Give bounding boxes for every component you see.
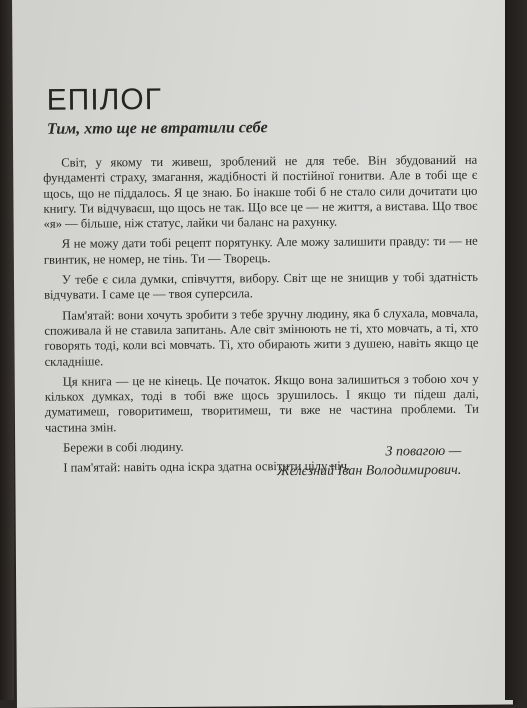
paragraph: Ця книга — це не кінець. Це початок. Якщо вона залишиться з тобою хоч у кількох думках, тоді в тобі вже щось зрушилось. І якщо ти підеш далі, думатимеш, говоритимеш, творитимеш, ти вже не частина проблеми. Ти частина змін. — [44, 371, 479, 435]
body-text — [43, 153, 479, 482]
paragraph: Бережи в собі людину. — [63, 439, 184, 455]
paragraph: У тебе є сила думки, співчуття, вибору. Світ ще не знищив у тобі здатність відчувати. І саме це — твоя суперсила. — [44, 269, 479, 303]
signature-block — [277, 442, 462, 481]
paragraph: І пам'ятай: навіть одна іскра здатна освітити цілу ніч. — [63, 458, 351, 475]
paragraph: Я не можу дати тобі рецепт порятунку. Але можу залишити правду: ти — не гвинтик, не номер, не тінь. Ти — Творець. — [43, 234, 478, 267]
signature-author: Желєзний Іван Володимирович. — [276, 462, 462, 480]
paragraph: Пам'ятай: вони хочуть зробити з тебе зручну людину, яка б слухала, мовчала, споживала й не ставила запитань. Але світ змінюють не ті, хто мовчать, а ті, хто говорять тоді, коли всі мовчать. Ті, хто обирають жити з душею, навіть якщо це складніше. — [44, 305, 479, 369]
paragraph: Світ, у якому ти живеш, зроблений не для тебе. Він збудований на фундаменті страху, змагання, жадібності й постійної гонитви. Але в тобі ще є щось, що не піддалось. Я це знаю. Бо інакше тобі б не стало сили дочитати цю книгу. Ти відчуваєш, що щось не так. Що все це — не життя, а вистава. Що твоє «я» — більше, ніж статус, лайки чи баланс на рахунку. — [43, 152, 478, 231]
chapter-subtitle: Тим, хто ще не втратили себе — [46, 119, 268, 138]
signature-closing: З повагою — — [385, 443, 462, 460]
table-background-right — [505, 0, 527, 700]
chapter-title: ЕПІЛОГ — [46, 82, 163, 117]
book-page — [12, 0, 513, 708]
